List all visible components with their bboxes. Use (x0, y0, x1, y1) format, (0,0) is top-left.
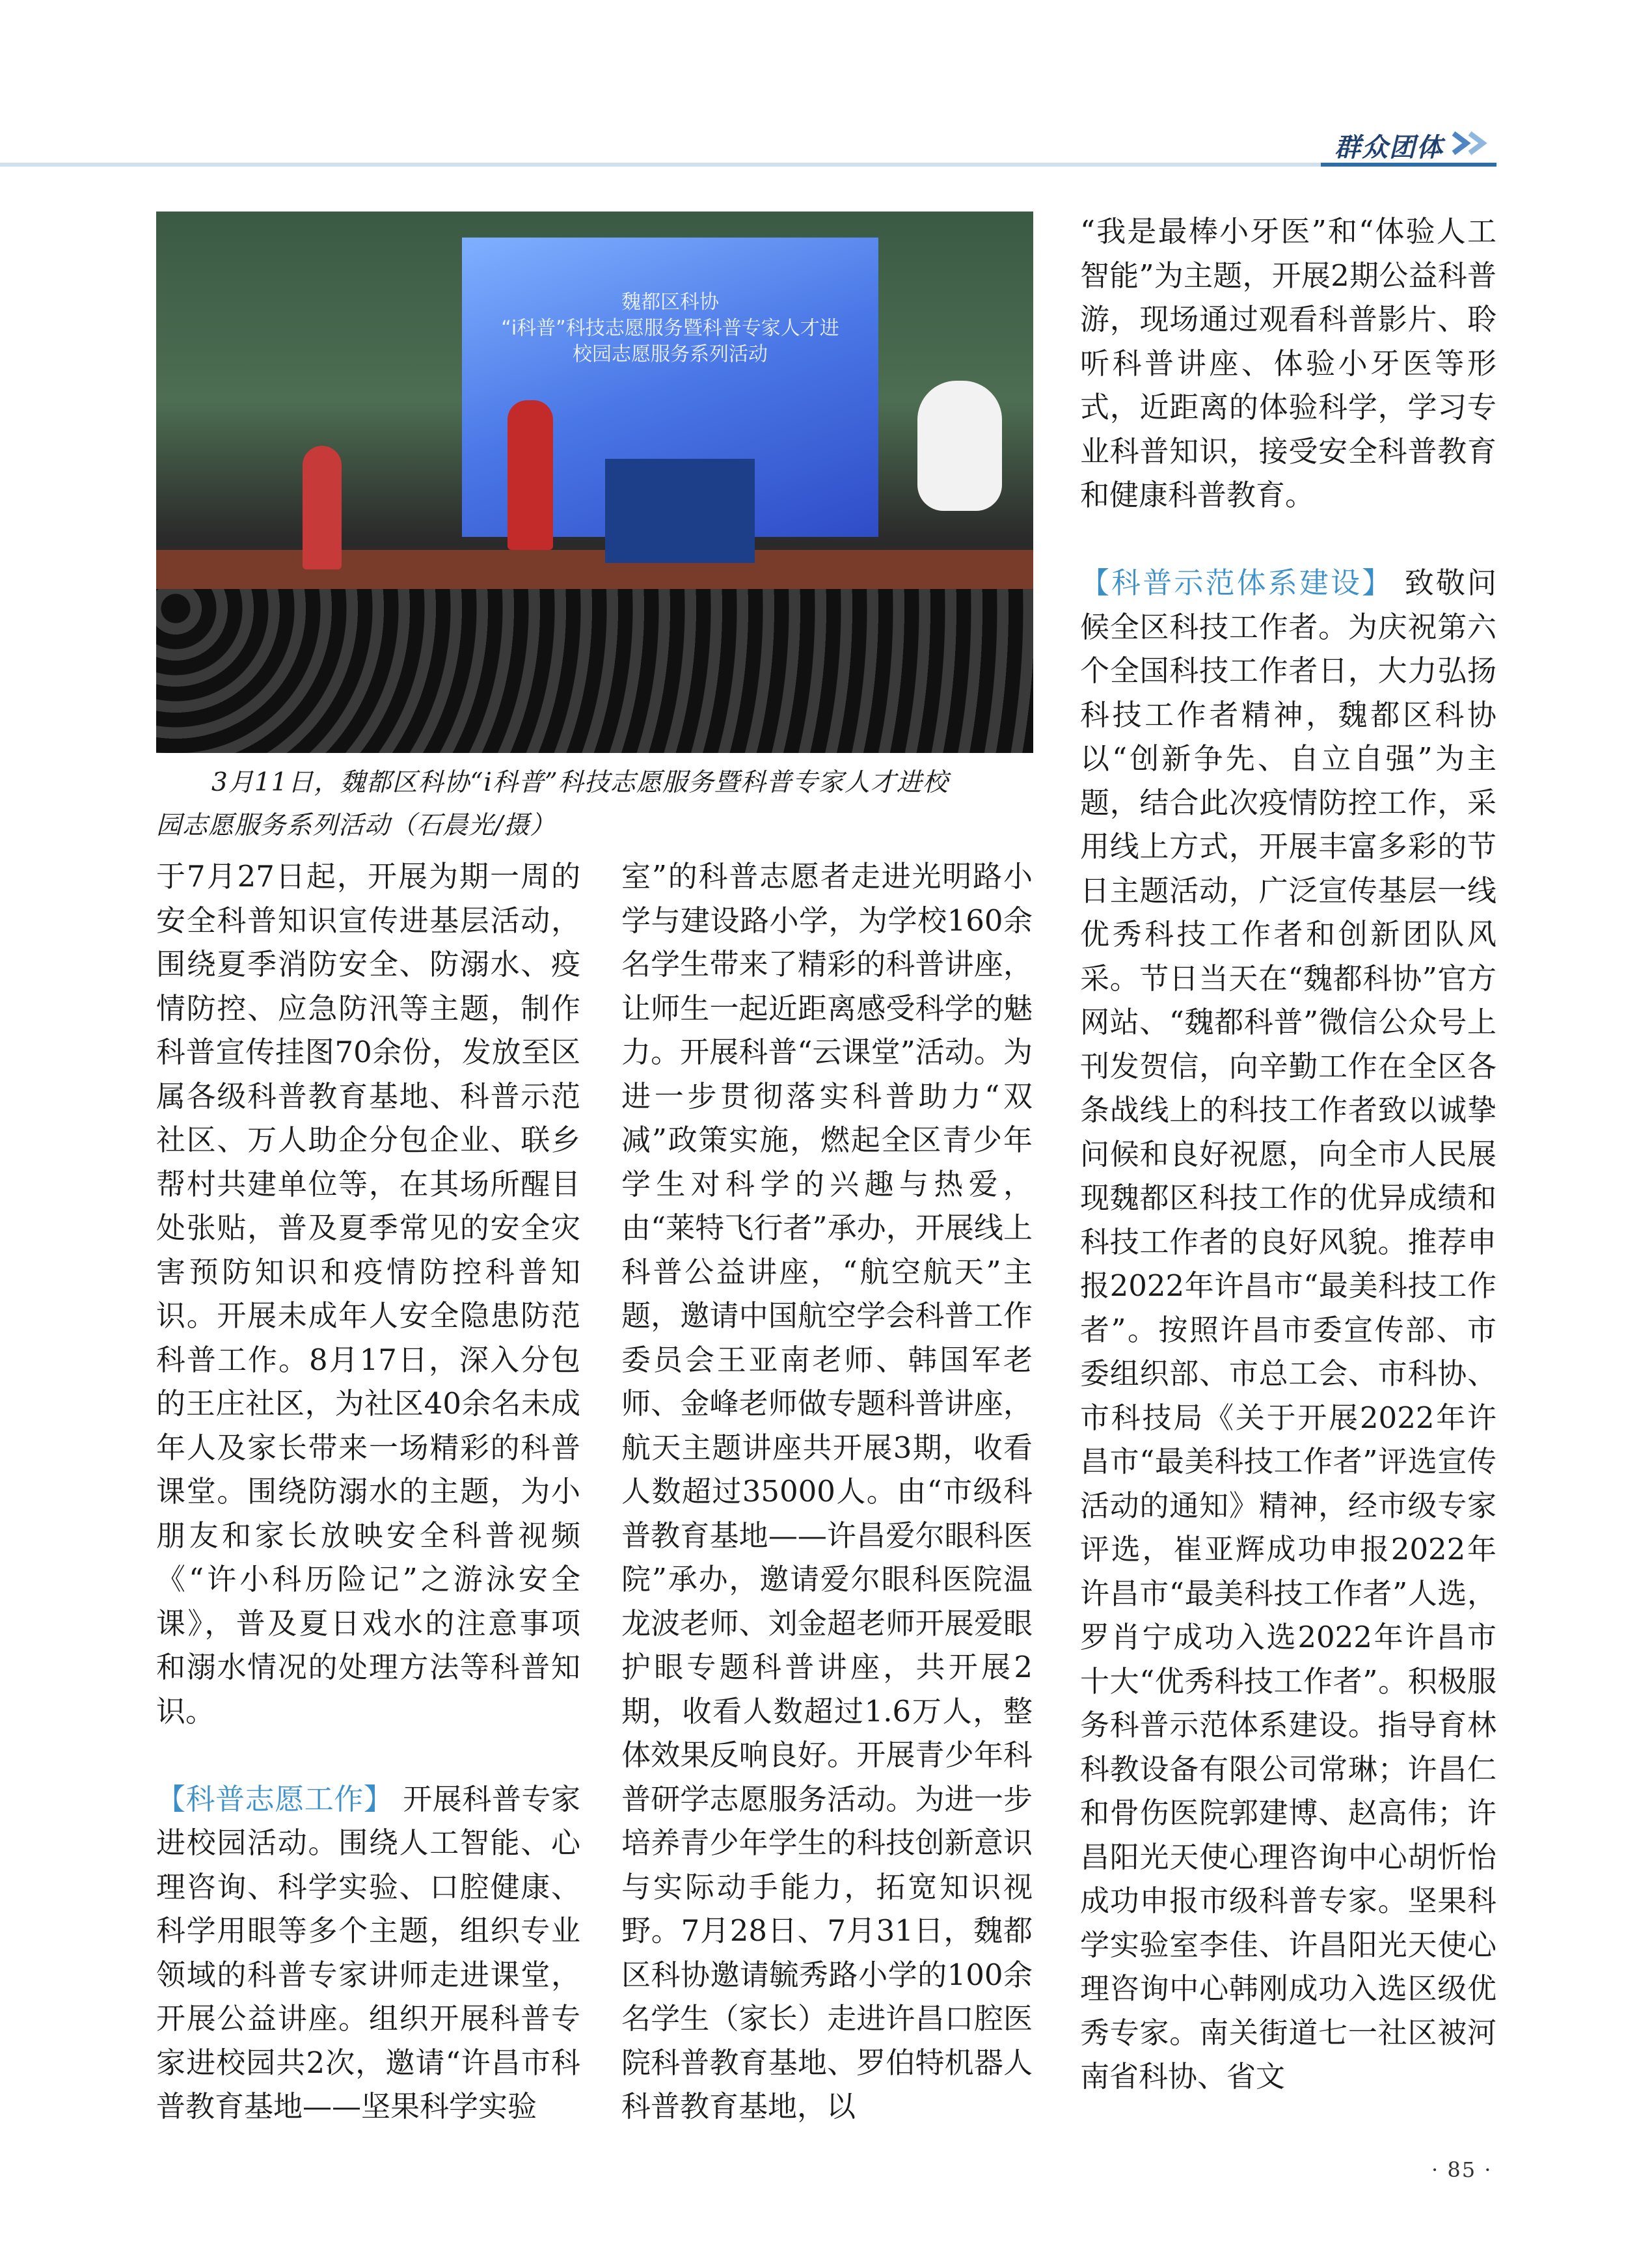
chevron-right-icon (1450, 130, 1496, 156)
section-heading: 【科普志愿工作】 (156, 1781, 394, 1816)
paragraph: 于7月27日起，开展为期一周的安全科普知识宣传进基层活动，围绕夏季消防安全、防溺水、疫情防控、应急防汛等主题，制作科普宣传挂图70余份，发放至区属各级科普教育基地、科普示范社区、万人助企分包企业、联乡帮村共建单位等，在其场所醒目处张贴，普及夏季常见的安全灾害预防知识和疫情防控科普知识。开展未成年人安全隐患防范科普工作。8月17日，深入分包的王庄社区，为社区40余名未成年人及家长带来一场精彩的科普课堂。围绕防溺水的主题，为小朋友和家长放映安全科普视频《“许小科历险记”之游泳安全课》，普及夏日戏水的注意事项和溺水情况的处理方法等科普知识。 (156, 859, 580, 1729)
event-photo (156, 212, 1033, 753)
column-2 (621, 854, 1033, 2129)
paragraph-body: 致敬问候全区科技工作者。为庆祝第六个全国科技工作者日，大力弘扬科技工作者精神，魏都区科协以“创新争先、自立自强”为主题，结合此次疫情防控工作，采用线上方式，开展丰富多彩的节日主题活动，广泛宣传基层一线优秀科技工作者和创新团队风采。节日当天在“魏都科协”官方网站、“魏都科普”微信公众号上刊发贺信，向辛勤工作在全区各条战线上的科技工作者致以诚挚问候和良好祝愿，向全市人民展现魏都区科技工作的优异成绩和科技工作者的良好风貌。推荐申报2022年许昌市“最美科技工作者”。按照许昌市委宣传部、市委组织部、市总工会、市科协、市科技局《关于开展2022年许昌市“最美科技工作者”评选宣传活动的通知》精神，经市级专家评选，崔亚辉成功申报2022年许昌市“最美科技工作者”人选，罗肖宁成功入选2022年许昌市十大“优秀科技工作者”。积极服务科普示范体系建设。指导育林科教设备有限公司常琳；许昌仁和骨伤医院郭建博、赵高伟；许昌阳光天使心理咨询中心胡忻怡成功申报市级科普专家。坚果科学实验室李佳、许昌阳光天使心理咨询中心韩刚成功入选区级优秀专家。南关街道七一社区被河南省科协、省文 (1080, 566, 1496, 2094)
paragraph: 室”的科普志愿者走进光明路小学与建设路小学，为学校160余名学生带来了精彩的科普讲座，让师生一起近距离感受科学的魅力。开展科普“云课堂”活动。为进一步贯彻落实科普助力“双减”政策实施，燃起全区青少年学生对科学的兴趣与热爱，由“莱特飞行者”承办，开展线上科普公益讲座，“航空航天”主题，邀请中国航空学会科普工作委员会王亚南老师、韩国军老师、金峰老师做专题科普讲座，航天主题讲座共开展3期，收看人数超过35000人。由“市级科普教育基地——许昌爱尔眼科医院”承办，邀请爱尔眼科医院温龙波老师、刘金超老师开展爱眼护眼专题科普讲座，共开展2期，收看人数超过1.6万人，整体效果反响良好。开展青少年科普研学志愿服务活动。为进一步培养青少年学生的科技创新意识与实际动手能力，拓宽知识视野。7月28日、7月31日，魏都区科协邀请毓秀路小学的100余名学生（家长）走进许昌口腔医院科普教育基地、罗伯特机器人科普教育基地，以 (621, 859, 1033, 2124)
paragraph-body: 开展科普专家进校园活动。围绕人工智能、心理咨询、科学实验、口腔健康、科学用眼等多个主题，组织专业领域的科普专家讲师走进课堂，开展公益讲座。组织开展科普专家进校园共2次，邀请“许昌市科普教育基地——坚果科学实验 (156, 1781, 580, 2124)
column-1 (156, 854, 580, 2129)
projector-screen-text (501, 290, 839, 368)
section-heading: 【科普示范体系建设】 (1080, 566, 1394, 600)
page-number: · 85 · (1431, 2157, 1493, 2182)
column-3 (1080, 210, 1496, 2099)
assistant (303, 446, 342, 569)
audience (156, 589, 1033, 753)
paragraph (1080, 561, 1496, 2099)
paragraph: “我是最棒小牙医”和“体验人工智能”为主题，开展2期公益科普游，现场通过观看科普影片、聆听科普讲座、体验小牙医等形式，近距离的体验科学，学习专业科普知识，接受安全科普教育和健康科普教育。 (1080, 214, 1496, 512)
podium (605, 459, 755, 563)
mascot (917, 381, 1002, 511)
stage (156, 550, 1033, 589)
paragraph (156, 1777, 580, 2129)
caption-line-1: 3月11日，魏都区科协“i科普”科技志愿服务暨科普专家人才进校 (211, 768, 949, 797)
section-label: 群众团体 (1334, 133, 1444, 163)
screen-subtitle: “i科普”科技志愿服务暨科普专家人才进校园志愿服务系列活动 (501, 317, 839, 366)
screen-title: 魏都区科协 (621, 291, 719, 314)
speaker (508, 400, 553, 550)
caption-line-2: 园志愿服务系列活动（石晨光/摄） (156, 811, 556, 840)
header-rule (0, 163, 1496, 167)
photo-caption (156, 761, 1035, 847)
